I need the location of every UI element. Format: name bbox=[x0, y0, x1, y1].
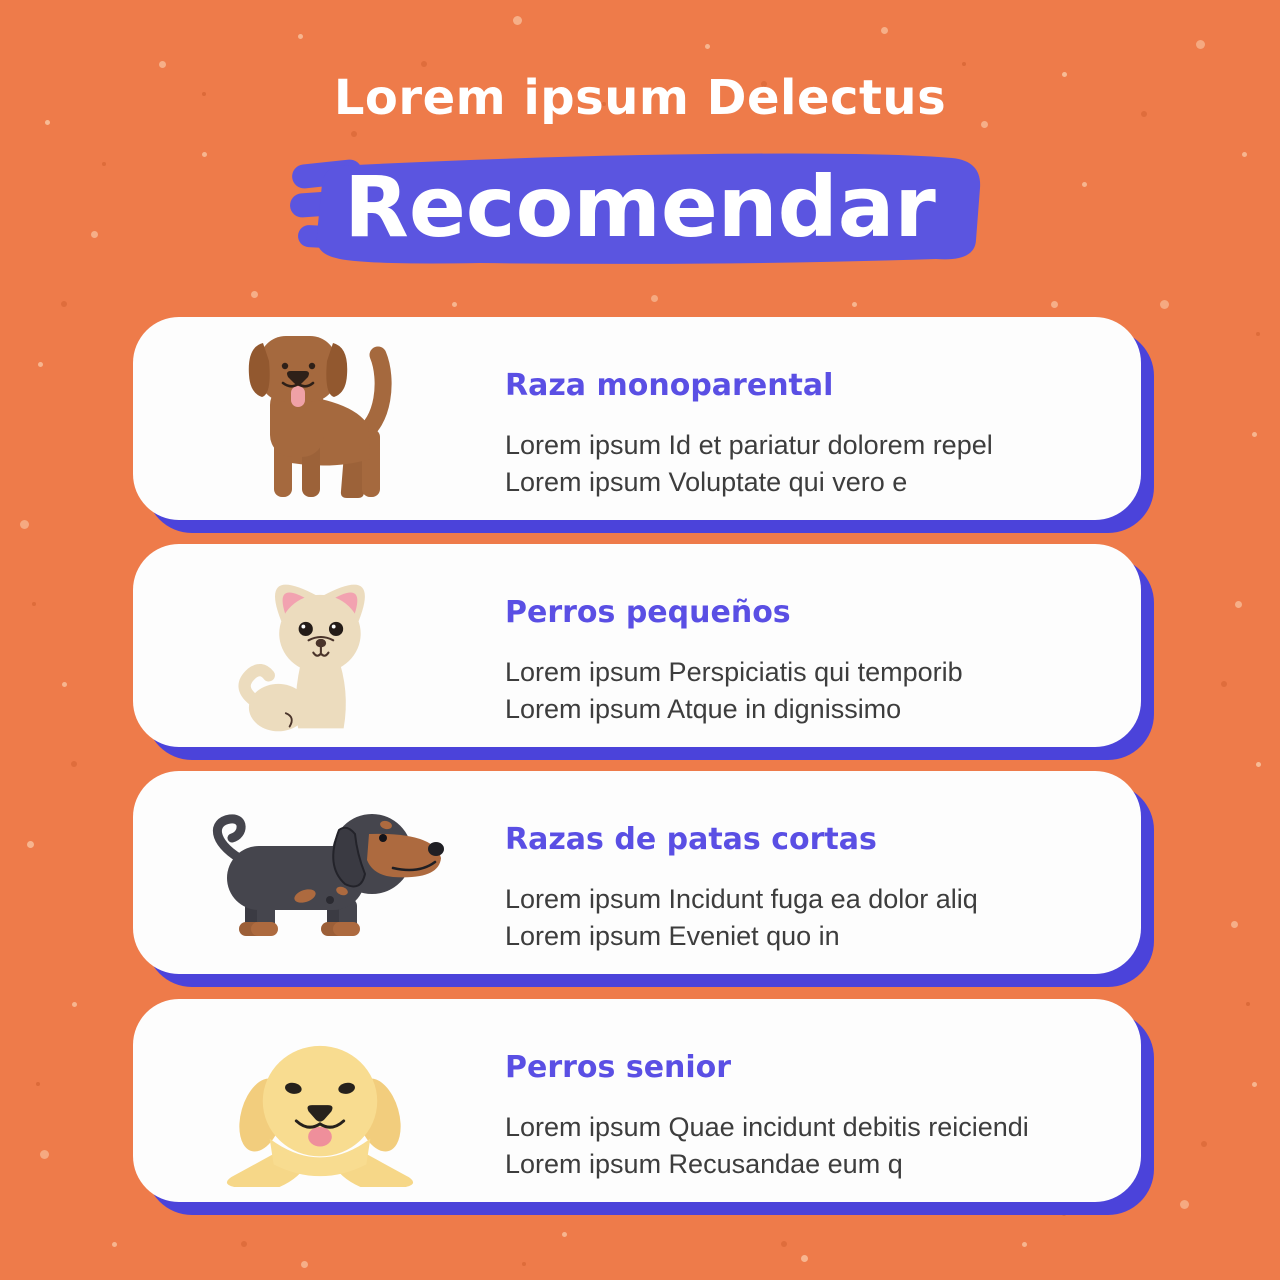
card-title: Perros senior bbox=[505, 1050, 732, 1085]
card-illustration bbox=[133, 317, 505, 520]
recommendation-card-patas-cortas bbox=[133, 771, 1141, 974]
card-body-line: Lorem ipsum Quae incidunt debitis reiciendi bbox=[505, 1112, 1029, 1142]
golden-puppy-icon bbox=[217, 1040, 422, 1188]
dachshund-icon bbox=[187, 794, 452, 952]
card-illustration bbox=[133, 999, 505, 1202]
card-title: Raza monoparental bbox=[505, 368, 834, 403]
card-content bbox=[505, 544, 1141, 747]
card-title: Razas de patas cortas bbox=[505, 822, 877, 857]
card-body-line: Lorem ipsum Perspiciatis qui temporib bbox=[505, 657, 963, 687]
card-content bbox=[505, 771, 1141, 974]
poster-subtitle: Lorem ipsum Delectus bbox=[333, 70, 947, 126]
card-content bbox=[505, 317, 1141, 520]
title-highlight bbox=[290, 146, 990, 274]
brown-dog-icon bbox=[222, 333, 417, 505]
card-body-line: Lorem ipsum Recusandae eum q bbox=[505, 1149, 903, 1179]
recommendation-card-raza-monoparental bbox=[133, 317, 1141, 520]
card-content bbox=[505, 999, 1141, 1202]
card-body-line: Lorem ipsum Atque in dignissimo bbox=[505, 694, 902, 724]
card-body-line: Lorem ipsum Eveniet quo in bbox=[505, 921, 840, 951]
card-illustration bbox=[133, 544, 505, 747]
card-body-line: Lorem ipsum Id et pariatur dolorem repel bbox=[505, 430, 993, 460]
card-body-line: Lorem ipsum Voluptate qui vero e bbox=[505, 467, 908, 497]
recommendation-card-perros-senior bbox=[133, 999, 1141, 1202]
card-body-line: Lorem ipsum Incidunt fuga ea dolor aliq bbox=[505, 884, 978, 914]
card-title: Perros pequeños bbox=[505, 595, 791, 630]
poster-title: Recomendar bbox=[344, 158, 936, 257]
card-illustration bbox=[133, 771, 505, 974]
background-speckles-dark bbox=[0, 0, 4, 4]
chihuahua-icon bbox=[229, 552, 409, 740]
recommendation-card-perros-pequenos bbox=[133, 544, 1141, 747]
